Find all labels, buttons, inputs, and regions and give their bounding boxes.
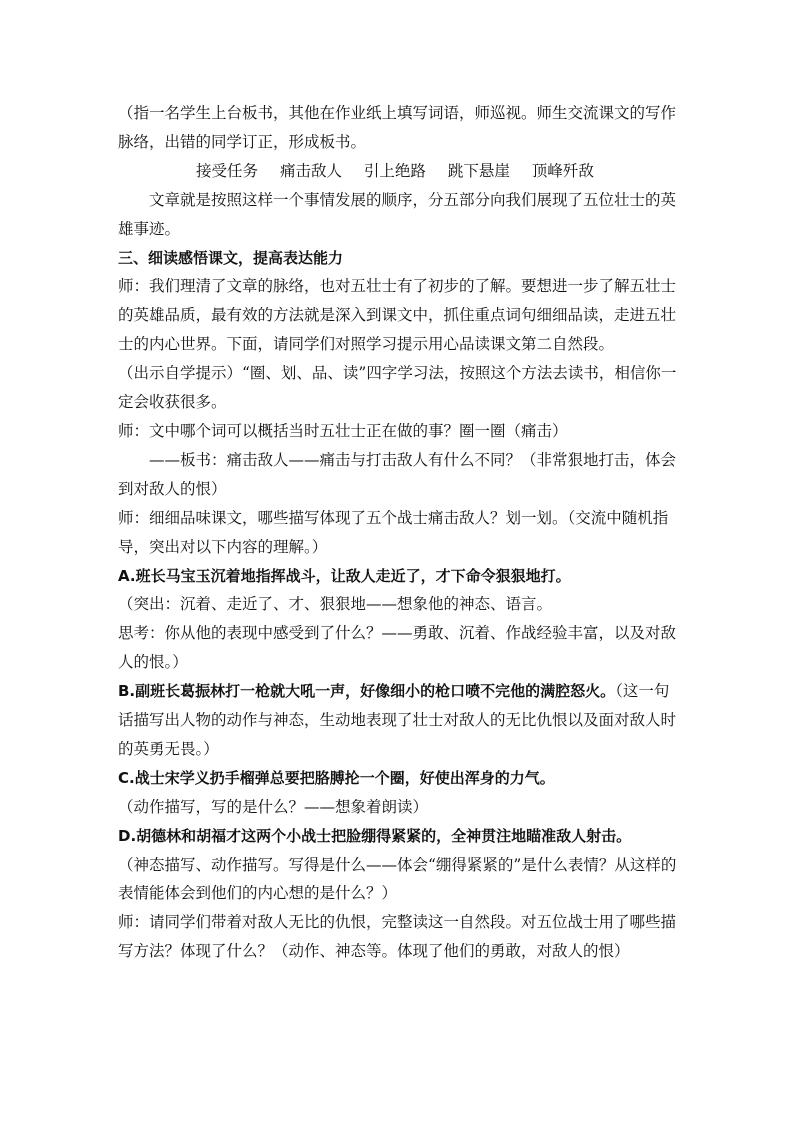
item-d-note: （神态描写、动作描写。写得是什么——体会“绷得紧紧的”是什么表情？从这样的表情能体会到他们的内心想的是什么？） [118,855,677,903]
step-1: 接受任务 [196,161,259,180]
paragraph-board-note: ——板书：痛击敌人——痛击与打击敌人有什么不同？（非常狠地打击，体会到对敌人的恨） [118,450,677,498]
paragraph-question: 师：文中哪个词可以概括当时五壮士正在做的事？圈一圈（痛击） [118,421,568,440]
item-c-note: （动作描写，写的是什么？——想象着朗读） [118,797,429,816]
paragraph-conclusion: 师：请同学们带着对敌人无比的仇恨，完整读这一自然段。对五位战士用了哪些描写方法？体现了什么？（动作、神态等。体现了他们的勇敢，对敌人的恨） [118,913,677,961]
paragraph-teacher-intro: 师：我们理清了文章的脉络，也对五壮士有了初步的了解。要想进一步了解五壮士的英雄品质，最有效的方法就是深入到课文中，抓住重点词句细细品读，走进五壮士的内心世界。下面，请同学们对照学习提示用心品读课文第二自然段。 [118,277,677,354]
item-a-note: （突出：沉着、走近了、才、狠狠地——想象他的神态、语言。 [118,595,553,614]
paragraph-study-tip: （出示自学提示）“圈、划、品、读”四字学习法，按照这个方法去读书，相信你一定会收获很多。 [118,364,677,412]
step-5: 顶峰歼敌 [531,161,594,180]
step-2: 痛击敌人 [279,161,342,180]
item-b [118,677,678,764]
paragraph-board-writing: （指一名学生上台板书，其他在作业纸上填写词语，师巡视。师生交流课文的写作脉络，出错的同学订正，形成板书。 [118,104,677,151]
document-page [118,99,678,966]
step-4: 跳下悬崖 [447,161,510,180]
paragraph-analysis: 师：细细品味课文，哪些描写体现了五个战士痛击敌人？划一划。（交流中随机指导，突出对以下内容的理解。） [118,508,669,556]
item-d: D.胡德林和胡福才这两个小战士把脸绷得紧紧的，全神贯注地瞄准敌人射击。 [118,826,632,845]
item-c: C.战士宋学义扔手榴弹总要把胳膊抡一个圈，好使出浑身的力气。 [118,768,555,787]
item-b-bold: B.副班长葛振林打一枪就大吼一声，好像细小的枪口喷不完他的满腔怒火。 [118,682,616,701]
item-b-note: （这一句话描写出人物的动作与神态，生动地表现了壮士对敌人的无比仇恨以及面对敌人时的英勇无畏。） [118,682,677,758]
section-heading: 三、细读感悟课文，提高表达能力 [118,248,344,267]
board-steps [118,157,678,186]
item-a: A.班长马宝玉沉着地指挥战斗，让敌人走近了，才下命令狠狠地打。 [118,566,571,585]
paragraph-summary: 文章就是按照这样一个事情发展的顺序，分五部分向我们展现了五位壮士的英雄事迹。 [118,190,677,238]
step-3: 引上绝路 [363,161,426,180]
item-a-think: 思考：你从他的表现中感受到了什么？——勇敢、沉着、作战经验丰富，以及对敌人的恨。） [118,624,677,672]
